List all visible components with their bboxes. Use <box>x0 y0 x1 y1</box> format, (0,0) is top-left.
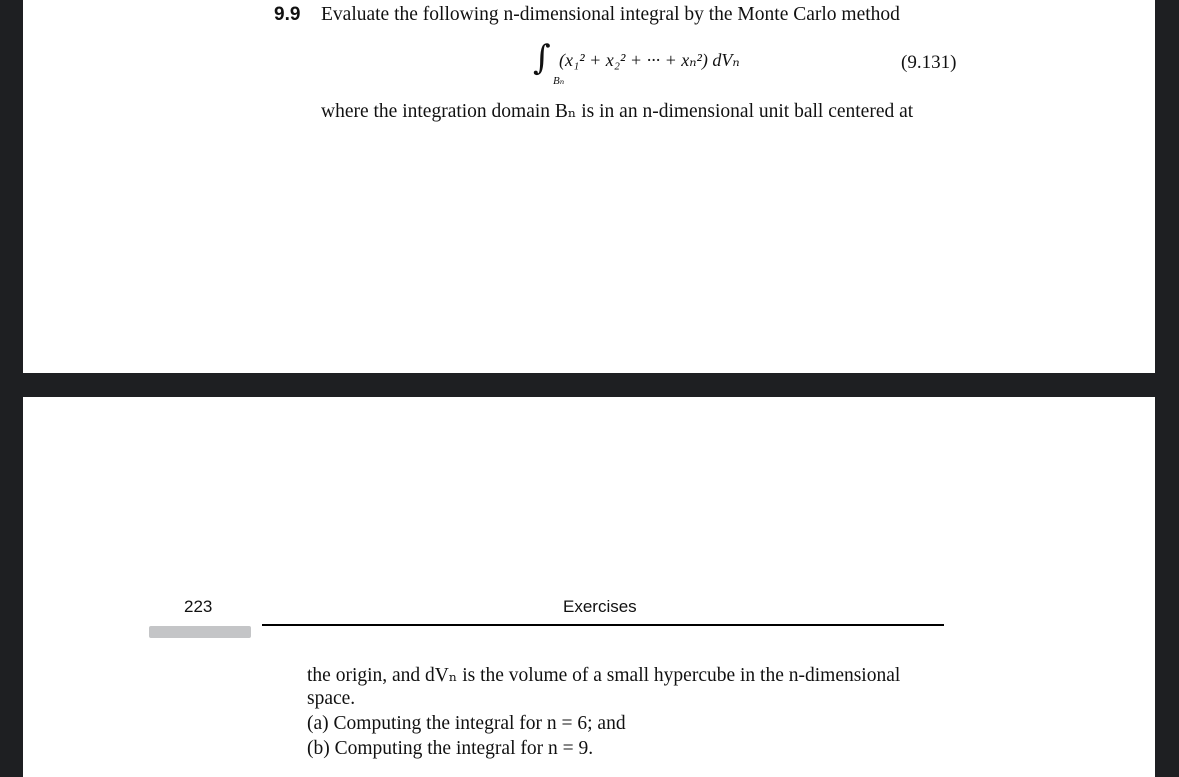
list-item-b: (b) Computing the integral for n = 9. <box>307 738 594 759</box>
list-item-a: (a) Computing the integral for n = 6; and <box>307 713 626 734</box>
text-line: space. <box>307 688 356 709</box>
equation-number: (9.131) <box>901 52 957 73</box>
exercise-text-line: where the integration domain Bₙ is in an n-dimensional unit ball centered at <box>321 101 914 122</box>
page-top <box>23 0 1155 373</box>
text-line: the origin, and dVₙ is the volume of a small hypercube in the n-dimensional <box>307 665 901 686</box>
exercise-number: 9.9 <box>274 4 301 25</box>
equation-limit: Bₙ <box>553 75 565 87</box>
page-number: 223 <box>184 597 213 616</box>
page-tab-marker <box>149 626 251 638</box>
equation-body: (x₁² + x₂² + ··· + xₙ²) dVₙ <box>559 50 740 70</box>
running-title: Exercises <box>563 597 637 616</box>
exercise-statement: Evaluate the following n-dimensional integral by the Monte Carlo method <box>321 4 900 25</box>
integral-sign-icon: ∫ <box>533 38 551 78</box>
header-rule <box>262 624 944 626</box>
page-bottom <box>23 397 1155 777</box>
